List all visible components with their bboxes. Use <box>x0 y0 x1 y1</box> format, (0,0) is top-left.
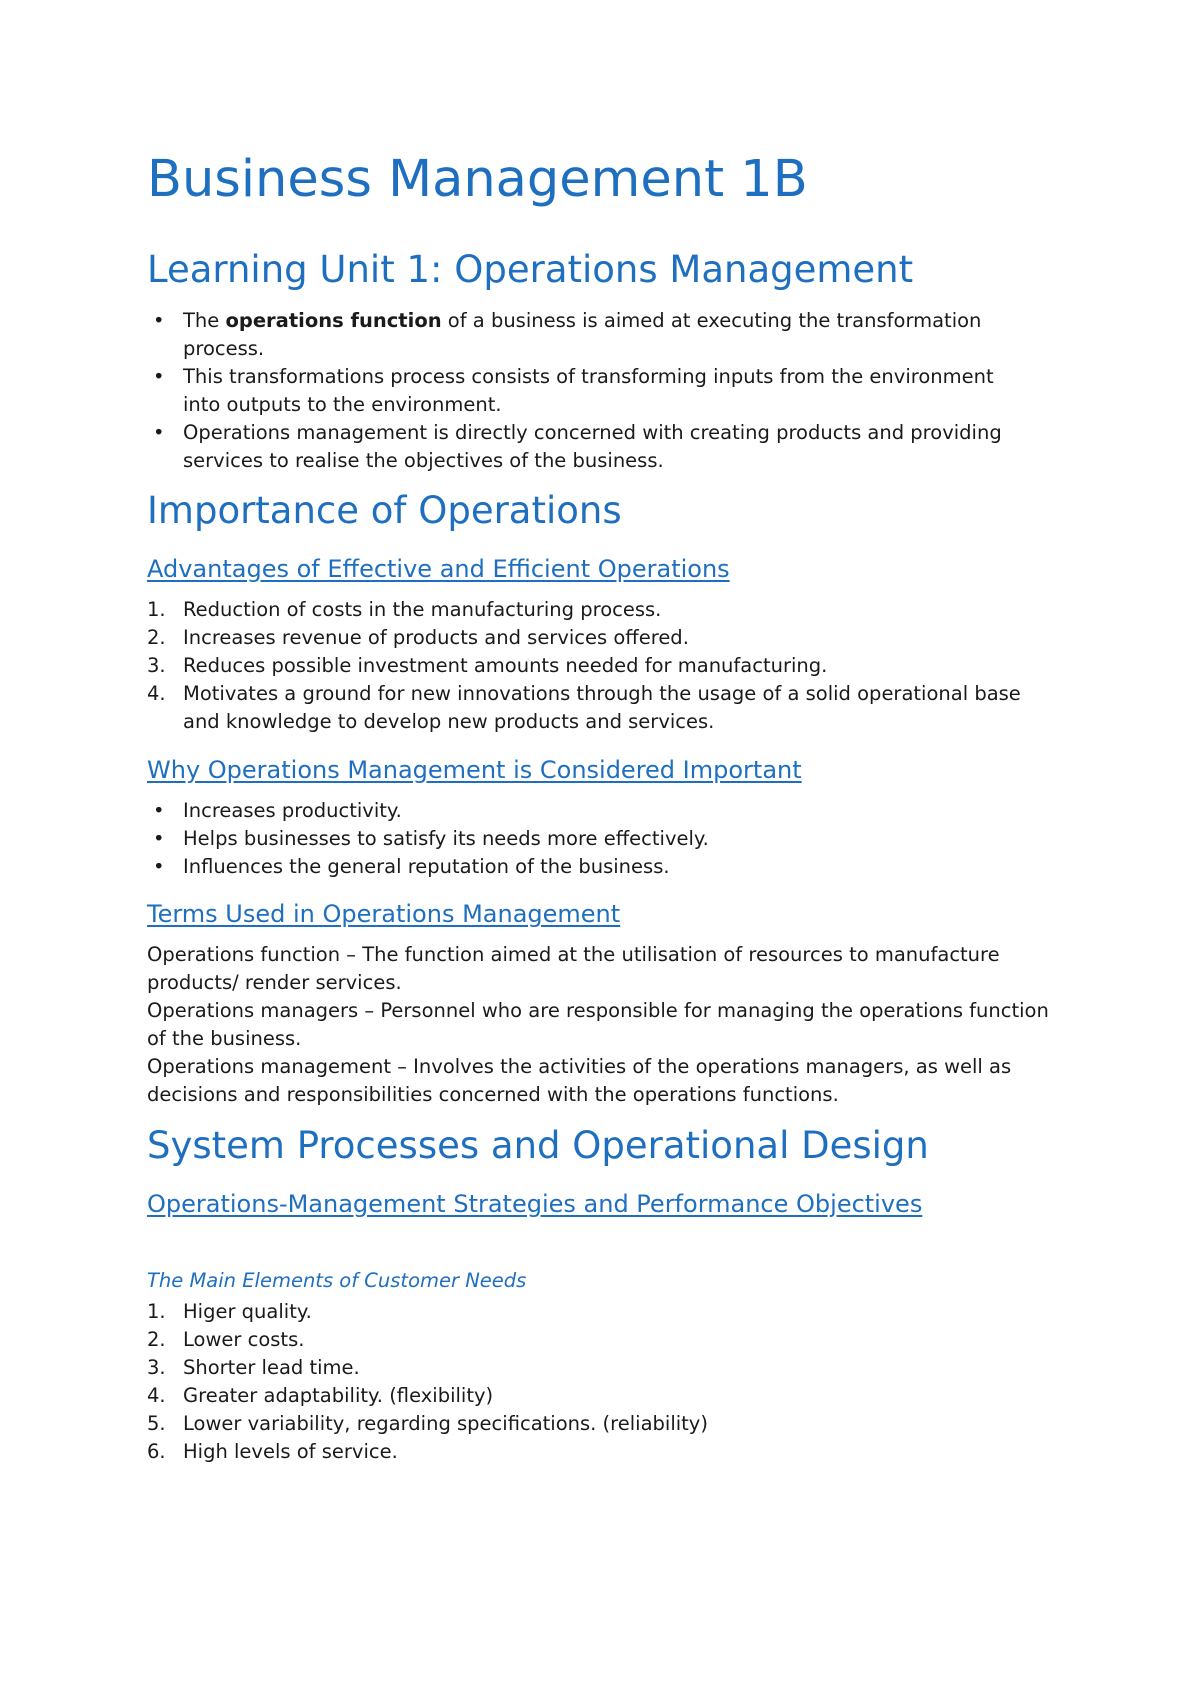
why-heading: Why Operations Management is Considered Important <box>147 756 802 784</box>
importance-heading: Importance of Operations <box>147 489 622 532</box>
item-text: Increases revenue of products and services offered. <box>183 626 689 649</box>
item-text: Helps businesses to satisfy its needs more effectively. <box>183 827 709 850</box>
list-item <box>147 1326 1027 1354</box>
item-number: 3. <box>147 654 166 677</box>
bullet-marker: • <box>153 365 165 388</box>
list-item <box>147 1298 1027 1326</box>
item-text: Increases productivity. <box>183 799 402 822</box>
list-item <box>147 825 1027 853</box>
list-item <box>147 652 1027 680</box>
strategies-heading: Operations-Management Strategies and Performance Objectives <box>147 1190 923 1218</box>
list-item <box>147 680 1027 736</box>
term-definition: Operations management – Involves the activities of the operations managers, as well as decisions and responsibilities concerned with the operations functions. <box>147 1055 1012 1106</box>
item-text: Lower costs. <box>183 1328 305 1351</box>
item-text: Shorter lead time. <box>183 1356 360 1379</box>
advantages-heading: Advantages of Effective and Efficient Operations <box>147 555 730 583</box>
list-item <box>147 624 1027 652</box>
terms-heading: Terms Used in Operations Management <box>147 900 621 928</box>
item-text: Reduces possible investment amounts needed for manufacturing. <box>183 654 828 677</box>
list-item <box>147 596 1027 624</box>
item-text: Motivates a ground for new innovations through the usage of a solid operational base and knowledge to develop new products and services. <box>183 682 1021 733</box>
item-text: The <box>183 309 226 332</box>
unit-heading: Learning Unit 1: Operations Management <box>147 248 914 291</box>
item-text: of a business is aimed at executing the transformation process. <box>183 309 982 360</box>
system-heading: System Processes and Operational Design <box>147 1124 929 1167</box>
item-number: 1. <box>147 598 166 621</box>
item-number: 1. <box>147 1300 166 1323</box>
item-number: 5. <box>147 1412 166 1435</box>
list-item <box>147 1354 1027 1382</box>
list-item <box>147 1410 1027 1438</box>
list-item <box>147 853 1027 881</box>
item-number: 4. <box>147 1384 166 1407</box>
bold-term: operations function <box>225 309 442 332</box>
list-item <box>147 363 1027 419</box>
terms-definitions <box>147 941 1067 1109</box>
item-text: Lower variability, regarding specifications. (reliability) <box>183 1412 708 1435</box>
why-bullet-list <box>147 797 1027 881</box>
bullet-marker: • <box>153 827 165 850</box>
list-item <box>147 797 1027 825</box>
bullet-marker: • <box>153 309 165 332</box>
bullet-marker: • <box>153 799 165 822</box>
document-title: Business Management 1B <box>147 150 808 209</box>
item-number: 4. <box>147 682 166 705</box>
item-text: Operations management is directly concerned with creating products and providing services to realise the objectives of the business. <box>183 421 1002 472</box>
customer-needs-list <box>147 1298 1027 1466</box>
item-text: Reduction of costs in the manufacturing process. <box>183 598 662 621</box>
item-text: High levels of service. <box>183 1440 398 1463</box>
item-number: 6. <box>147 1440 166 1463</box>
list-item <box>147 419 1027 475</box>
item-number: 2. <box>147 1328 166 1351</box>
bullet-marker: • <box>153 855 165 878</box>
item-text: Influences the general reputation of the business. <box>183 855 670 878</box>
item-number: 2. <box>147 626 166 649</box>
advantages-list <box>147 596 1027 736</box>
item-text: Greater adaptability. (flexibility) <box>183 1384 494 1407</box>
customer-needs-subheading: The Main Elements of Customer Needs <box>147 1269 527 1292</box>
item-text: Higer quality. <box>183 1300 312 1323</box>
term-definition: Operations managers – Personnel who are responsible for managing the operations function of the business. <box>147 999 1049 1050</box>
intro-bullet-list <box>147 307 1027 475</box>
list-item <box>147 1438 1027 1466</box>
term-definition: Operations function – The function aimed at the utilisation of resources to manufacture products/ render services. <box>147 943 1000 994</box>
bullet-marker: • <box>153 421 165 444</box>
item-text: This transformations process consists of transforming inputs from the environment into outputs to the environment. <box>183 365 994 416</box>
list-item <box>147 307 1027 363</box>
item-number: 3. <box>147 1356 166 1379</box>
list-item <box>147 1382 1027 1410</box>
